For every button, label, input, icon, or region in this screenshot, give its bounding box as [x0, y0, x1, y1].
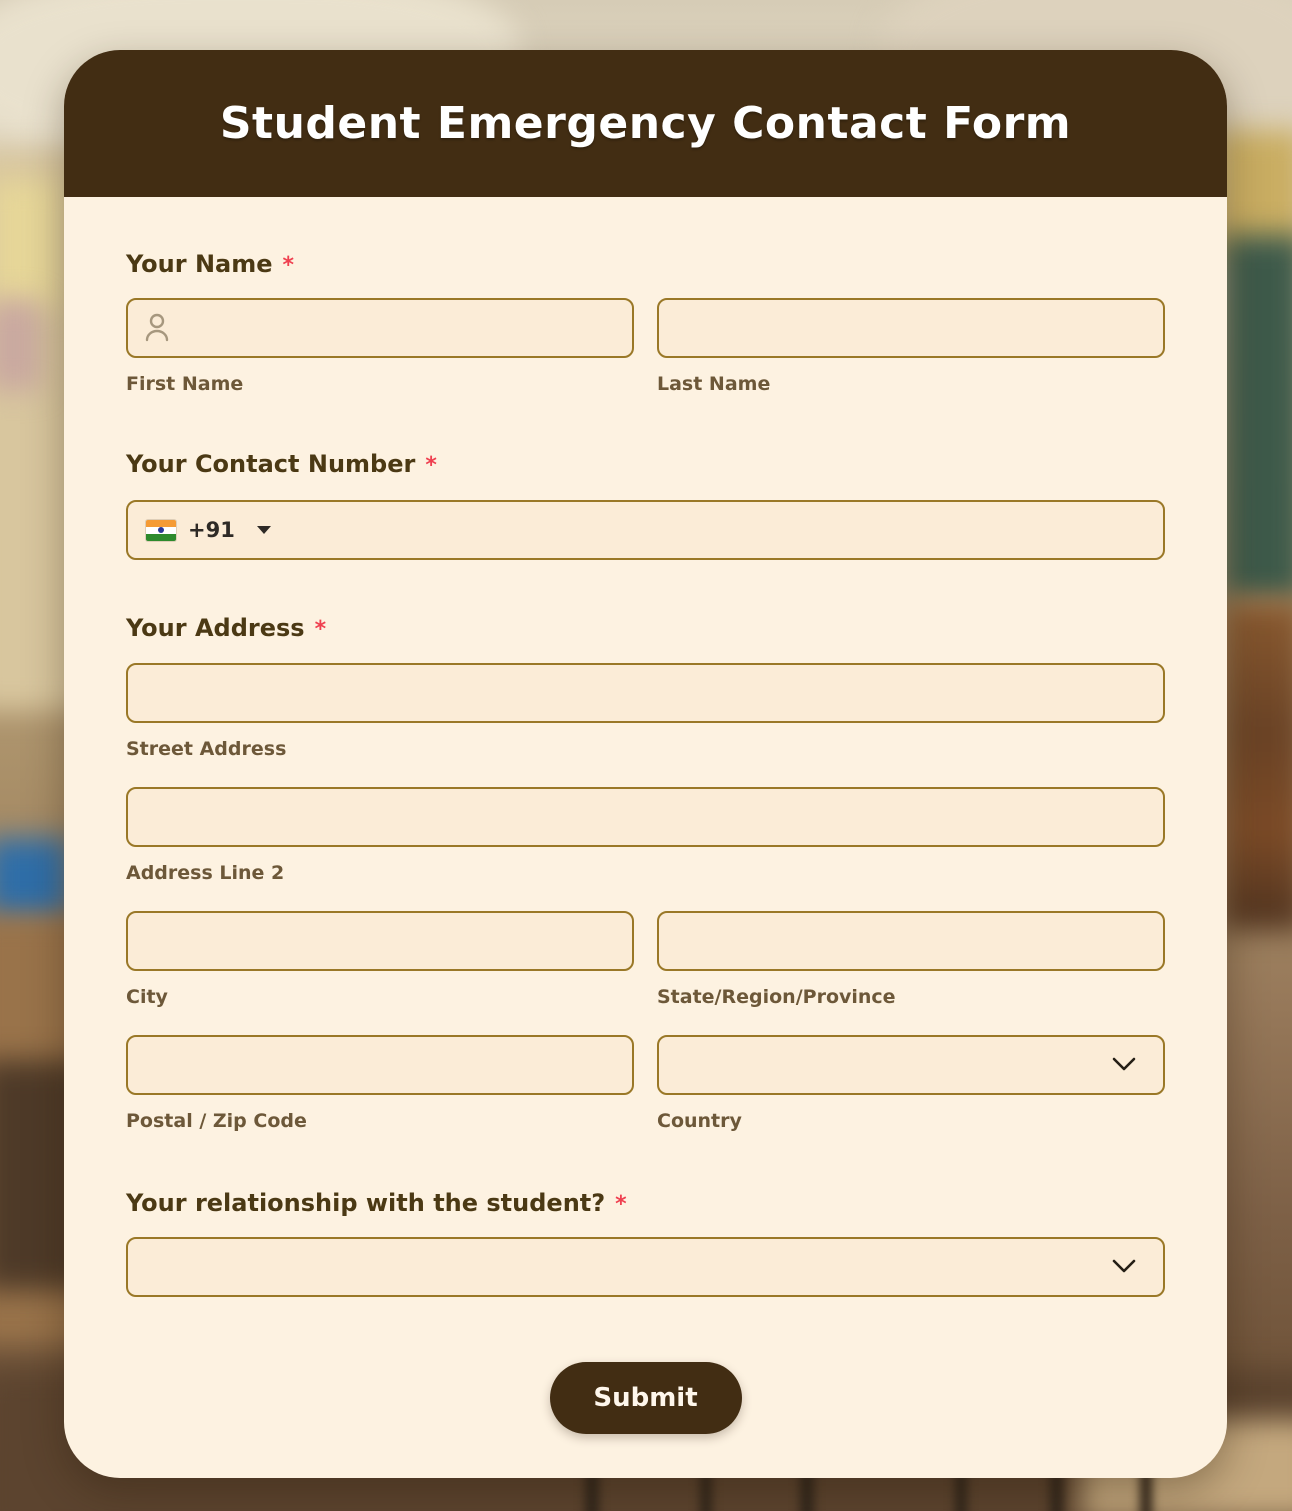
contact-section: [126, 450, 1165, 560]
phone-input[interactable]: [126, 500, 1165, 560]
relationship-label: Your relationship with the student?: [126, 1189, 606, 1217]
contact-label-row: [126, 450, 1165, 478]
name-section: [126, 250, 1165, 395]
state-input[interactable]: [657, 911, 1165, 971]
required-asterisk: *: [615, 1192, 627, 1217]
caret-down-icon[interactable]: [257, 526, 271, 534]
street-address-input[interactable]: [126, 663, 1165, 723]
required-asterisk: *: [314, 617, 327, 642]
chevron-down-icon: [1111, 1255, 1137, 1279]
state-sublabel: State/Region/Province: [657, 986, 896, 1008]
submit-row: [126, 1362, 1165, 1434]
address-label: Your Address: [126, 614, 305, 642]
required-asterisk: *: [282, 253, 295, 278]
first-name-input[interactable]: [126, 298, 634, 358]
backdrop-poster: [0, 300, 40, 390]
first-name-sublabel: First Name: [126, 373, 244, 395]
street-address-sublabel: Street Address: [126, 738, 287, 760]
form-card: [64, 50, 1227, 1478]
form-body: [64, 197, 1227, 1434]
required-asterisk: *: [425, 453, 437, 478]
submit-button[interactable]: Submit: [550, 1362, 742, 1434]
contact-label: Your Contact Number: [126, 450, 416, 478]
address-line2-input[interactable]: [126, 787, 1165, 847]
address-section: [126, 614, 1165, 1132]
india-flag-icon[interactable]: [146, 520, 176, 541]
relationship-label-row: [126, 1189, 1165, 1217]
name-label-row: [126, 250, 1165, 278]
postal-code-sublabel: Postal / Zip Code: [126, 1110, 307, 1132]
relationship-section: [126, 1189, 1165, 1297]
relationship-select[interactable]: [126, 1237, 1165, 1297]
country-sublabel: Country: [657, 1110, 742, 1132]
country-select[interactable]: [657, 1035, 1165, 1095]
address-line2-sublabel: Address Line 2: [126, 862, 285, 884]
last-name-sublabel: Last Name: [657, 373, 771, 395]
postal-code-input[interactable]: [126, 1035, 634, 1095]
chevron-down-icon: [1111, 1053, 1137, 1077]
name-label: Your Name: [126, 250, 273, 278]
backdrop-chalkboard: [1222, 235, 1292, 600]
address-label-row: [126, 614, 1165, 642]
page-title: Student Emergency Contact Form: [219, 98, 1072, 149]
backdrop-bookshelf: [1222, 600, 1292, 930]
dial-code[interactable]: +91: [188, 518, 235, 542]
last-name-input[interactable]: [657, 298, 1165, 358]
backdrop-blue-bin: [0, 838, 70, 922]
city-sublabel: City: [126, 986, 168, 1008]
form-header: [64, 50, 1227, 197]
city-input[interactable]: [126, 911, 634, 971]
backdrop-poster: [0, 180, 60, 310]
